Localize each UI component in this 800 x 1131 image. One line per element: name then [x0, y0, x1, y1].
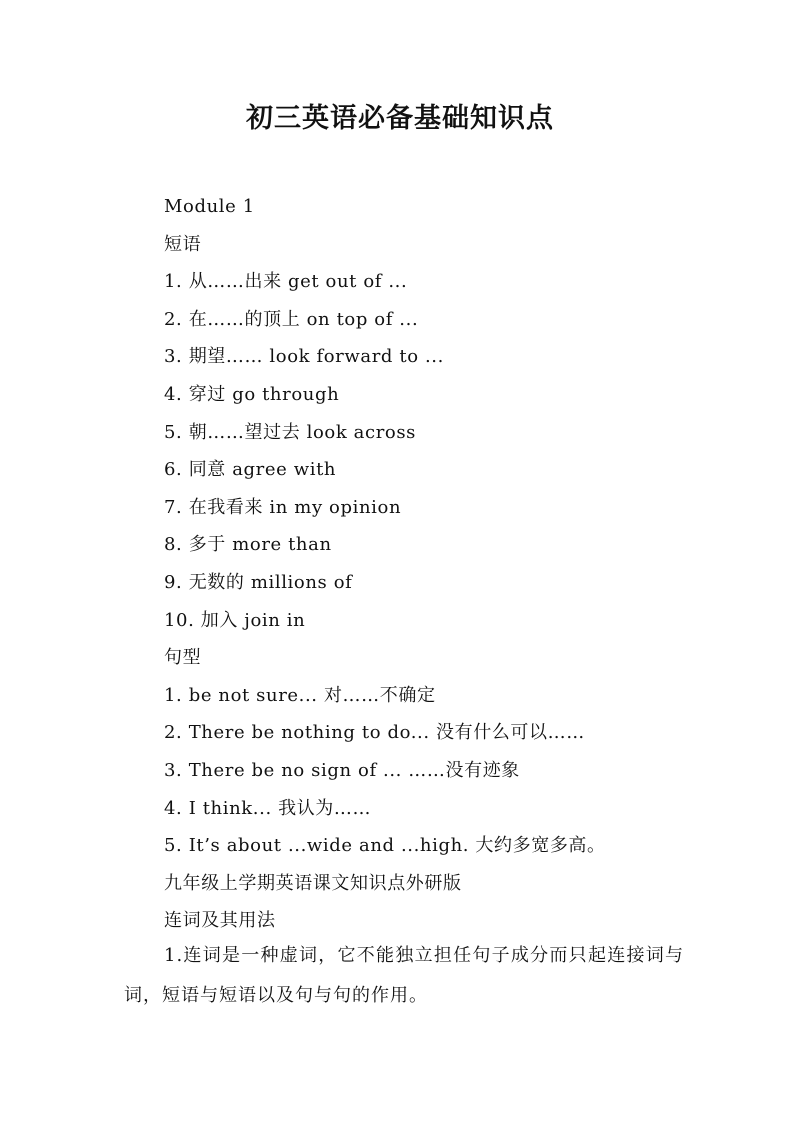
phrase-item: 4. 穿过 go through [164, 383, 340, 405]
phrase-item: 1. 从……出来 get out of ... [164, 271, 408, 293]
phrases-heading: 短语 [164, 233, 202, 255]
body-paragraph: 1.连词是一种虚词，它不能独立担任句子成分而只起连接词与词，短语与短语以及句与句的作用。 [124, 945, 684, 1006]
phrase-item: 8. 多于 more than [164, 534, 332, 556]
sentence-item: 2. There be nothing to do... 没有什么可以…… [164, 722, 585, 744]
phrase-item: 6. 同意 agree with [164, 459, 337, 481]
document-title: 初三英语必备基础知识点 [246, 103, 554, 134]
module-heading: Module 1 [164, 196, 255, 217]
phrase-item: 10. 加入 join in [164, 609, 306, 631]
phrase-item: 7. 在我看来 in my opinion [164, 496, 402, 518]
sentence-item: 4. I think... 我认为…… [164, 797, 372, 819]
document-subtitle: 九年级上学期英语课文知识点外研版 [164, 872, 462, 894]
phrase-item: 5. 朝……望过去 look across [164, 421, 417, 443]
document-body [164, 188, 724, 940]
sentence-item: 3. There be no sign of ... ……没有迹象 [164, 759, 520, 781]
section-heading: 连词及其用法 [164, 910, 276, 932]
phrase-item: 9. 无数的 millions of [164, 571, 353, 593]
sentence-item: 5. It’s about ...wide and ...high. 大约多宽多高。 [164, 835, 606, 857]
phrase-item: 3. 期望…… look forward to ... [164, 346, 444, 368]
phrase-item: 2. 在……的顶上 on top of ... [164, 308, 419, 330]
sentence-item: 1. be not sure... 对……不确定 [164, 684, 436, 706]
sentences-heading: 句型 [164, 647, 202, 669]
